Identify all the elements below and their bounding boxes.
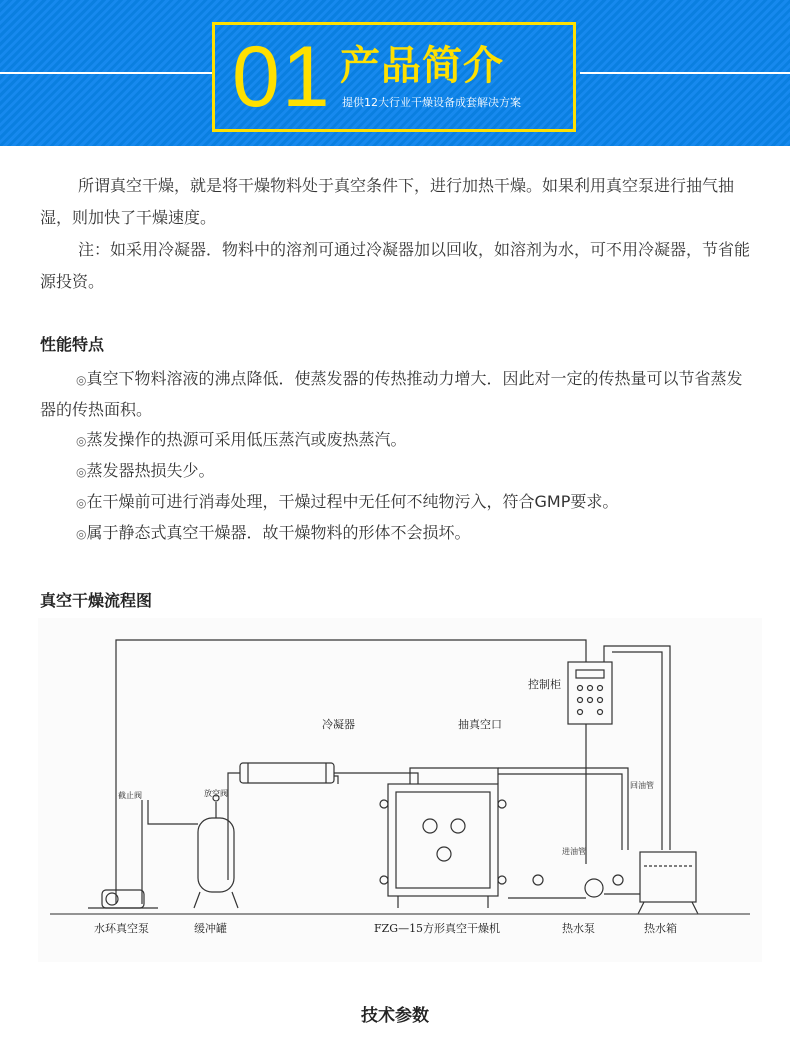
section-number: 01: [232, 29, 332, 125]
feature-item: ◎蒸发器热损失少。: [76, 461, 215, 480]
label-hot-water-pump: 热水泵: [562, 922, 595, 935]
water-ring-pump: [102, 890, 144, 908]
bullet-icon: ◎: [76, 373, 87, 387]
features-heading: 性能特点: [40, 335, 105, 354]
bullet-icon: ◎: [76, 496, 87, 510]
feature-item: ◎属于静态式真空干燥器．故干燥物料的形体不会损坏。: [76, 523, 471, 542]
hot-water-tank: [640, 852, 696, 902]
bullet-icon: ◎: [76, 434, 87, 448]
intro-paragraph-1: 所谓真空干燥，就是将干燥物料处于真空条件下，进行加热干燥。如果利用真空泵进行抽气抽湿，则加快了干燥速度。: [40, 176, 735, 227]
label-valve: 截止阀: [118, 791, 142, 800]
feature-item: ◎在干燥前可进行消毒处理，干燥过程中无任何不纯物污入，符合GMP要求。: [76, 492, 619, 511]
dryer-body: [388, 784, 498, 896]
banner-divider-right: [580, 72, 790, 74]
section-subtitle: 提供12大行业干燥设备成套解决方案: [342, 96, 521, 109]
flow-diagram: [38, 618, 762, 962]
feature-item: ◎真空下物料溶液的沸点降低．使蒸发器的传热推动力增大．因此对一定的传热量可以节省蒸发器的传热面积。: [40, 369, 743, 419]
label-condenser: 冷凝器: [322, 718, 355, 731]
label-vacuum-port: 抽真空口: [458, 718, 502, 731]
header-banner: [0, 0, 790, 146]
label-oil-inlet: 进油管: [562, 847, 586, 856]
condenser: [240, 763, 334, 783]
tech-params-heading: 技术参数: [361, 1006, 429, 1026]
label-buffer-tank: 缓冲罐: [194, 922, 227, 935]
top-pipe: [116, 640, 586, 904]
features-list: [40, 364, 752, 549]
label-vent: 放空阀: [204, 789, 228, 798]
hot-water-pump: [585, 879, 603, 897]
bullet-icon: ◎: [76, 465, 87, 479]
label-water-ring-pump: 水环真空泵: [94, 922, 149, 935]
control-cabinet: [568, 662, 612, 724]
flow-diagram-drawing: [38, 618, 762, 962]
bullet-icon: ◎: [76, 527, 87, 541]
label-dryer: FZG—15方形真空干燥机: [374, 922, 501, 935]
flow-heading: 真空干燥流程图: [40, 591, 153, 610]
feature-item: ◎蒸发操作的热源可采用低压蒸汽或废热蒸汽。: [76, 430, 407, 449]
intro-text: [40, 170, 752, 298]
banner-divider-left: [0, 72, 212, 74]
label-hot-water-tank: 热水箱: [644, 922, 677, 935]
section-title: 产品简介: [340, 43, 504, 89]
intro-paragraph-2: 注：如采用冷凝器．物料中的溶剂可通过冷凝器加以回收，如溶剂为水，可不用冷凝器，节省能源投资。: [40, 240, 751, 291]
label-oil-return: 回油管: [630, 781, 654, 790]
label-control-cabinet: 控制柜: [528, 678, 561, 691]
